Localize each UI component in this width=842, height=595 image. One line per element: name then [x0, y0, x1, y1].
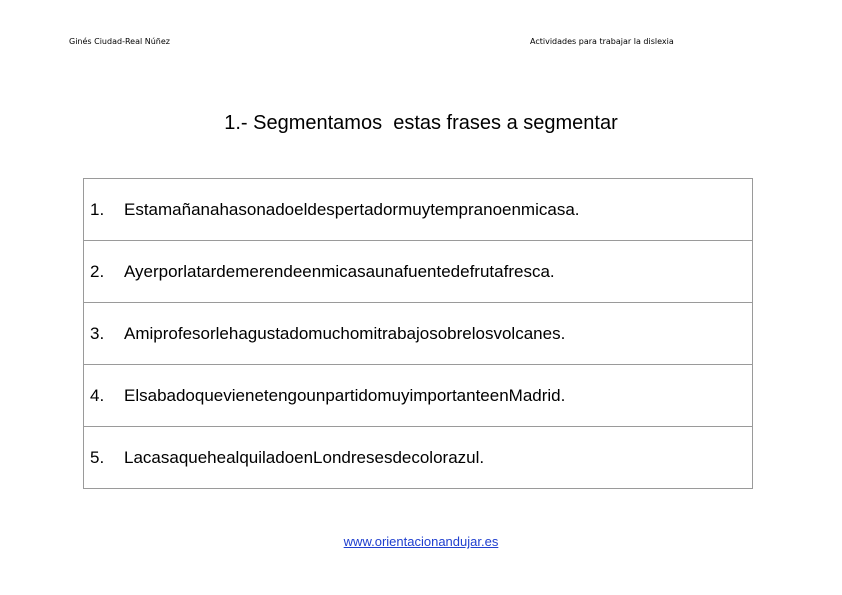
footer: [0, 534, 842, 549]
table-row: [84, 303, 753, 365]
website-link[interactable]: www.orientacionandujar.es: [343, 534, 499, 549]
table-row: [84, 179, 753, 241]
sentence-number: 1.: [90, 199, 105, 219]
sentence-text: Ayerporlatardemerendeenmicasaunafuentedefrutafresca.: [124, 261, 555, 281]
sentence-cell: [84, 365, 753, 427]
sentence-number: 3.: [90, 323, 105, 343]
sentence-text: Amiprofesorlehagustadomuchomitrabajosobrelosvolcanes.: [124, 323, 566, 343]
header-subject: Actividades para trabajar la dislexia: [530, 37, 674, 46]
sentence-text: Estamañanahasonadoeldespertadormuytempranoenmicasa.: [124, 199, 580, 219]
sentence-number: 5.: [90, 447, 105, 467]
table-row: [84, 427, 753, 489]
sentence-number: 4.: [90, 385, 105, 405]
sentence-cell: [84, 303, 753, 365]
sentence-cell: [84, 241, 753, 303]
sentence-text: LacasaquehealquiladoenLondresesdecolorazul.: [124, 447, 485, 467]
page-title: 1.- Segmentamos estas frases a segmentar: [224, 112, 618, 134]
table-row: [84, 365, 753, 427]
sentence-text: ElsabadoquevienetengounpartidomuyimportanteenMadrid.: [124, 385, 566, 405]
sentences-table: [83, 178, 753, 489]
table-row: [84, 241, 753, 303]
sentence-number: 2.: [90, 261, 105, 281]
header-author: Ginés Ciudad-Real Núñez: [69, 37, 170, 46]
sentence-cell: [84, 179, 753, 241]
sentence-cell: [84, 427, 753, 489]
